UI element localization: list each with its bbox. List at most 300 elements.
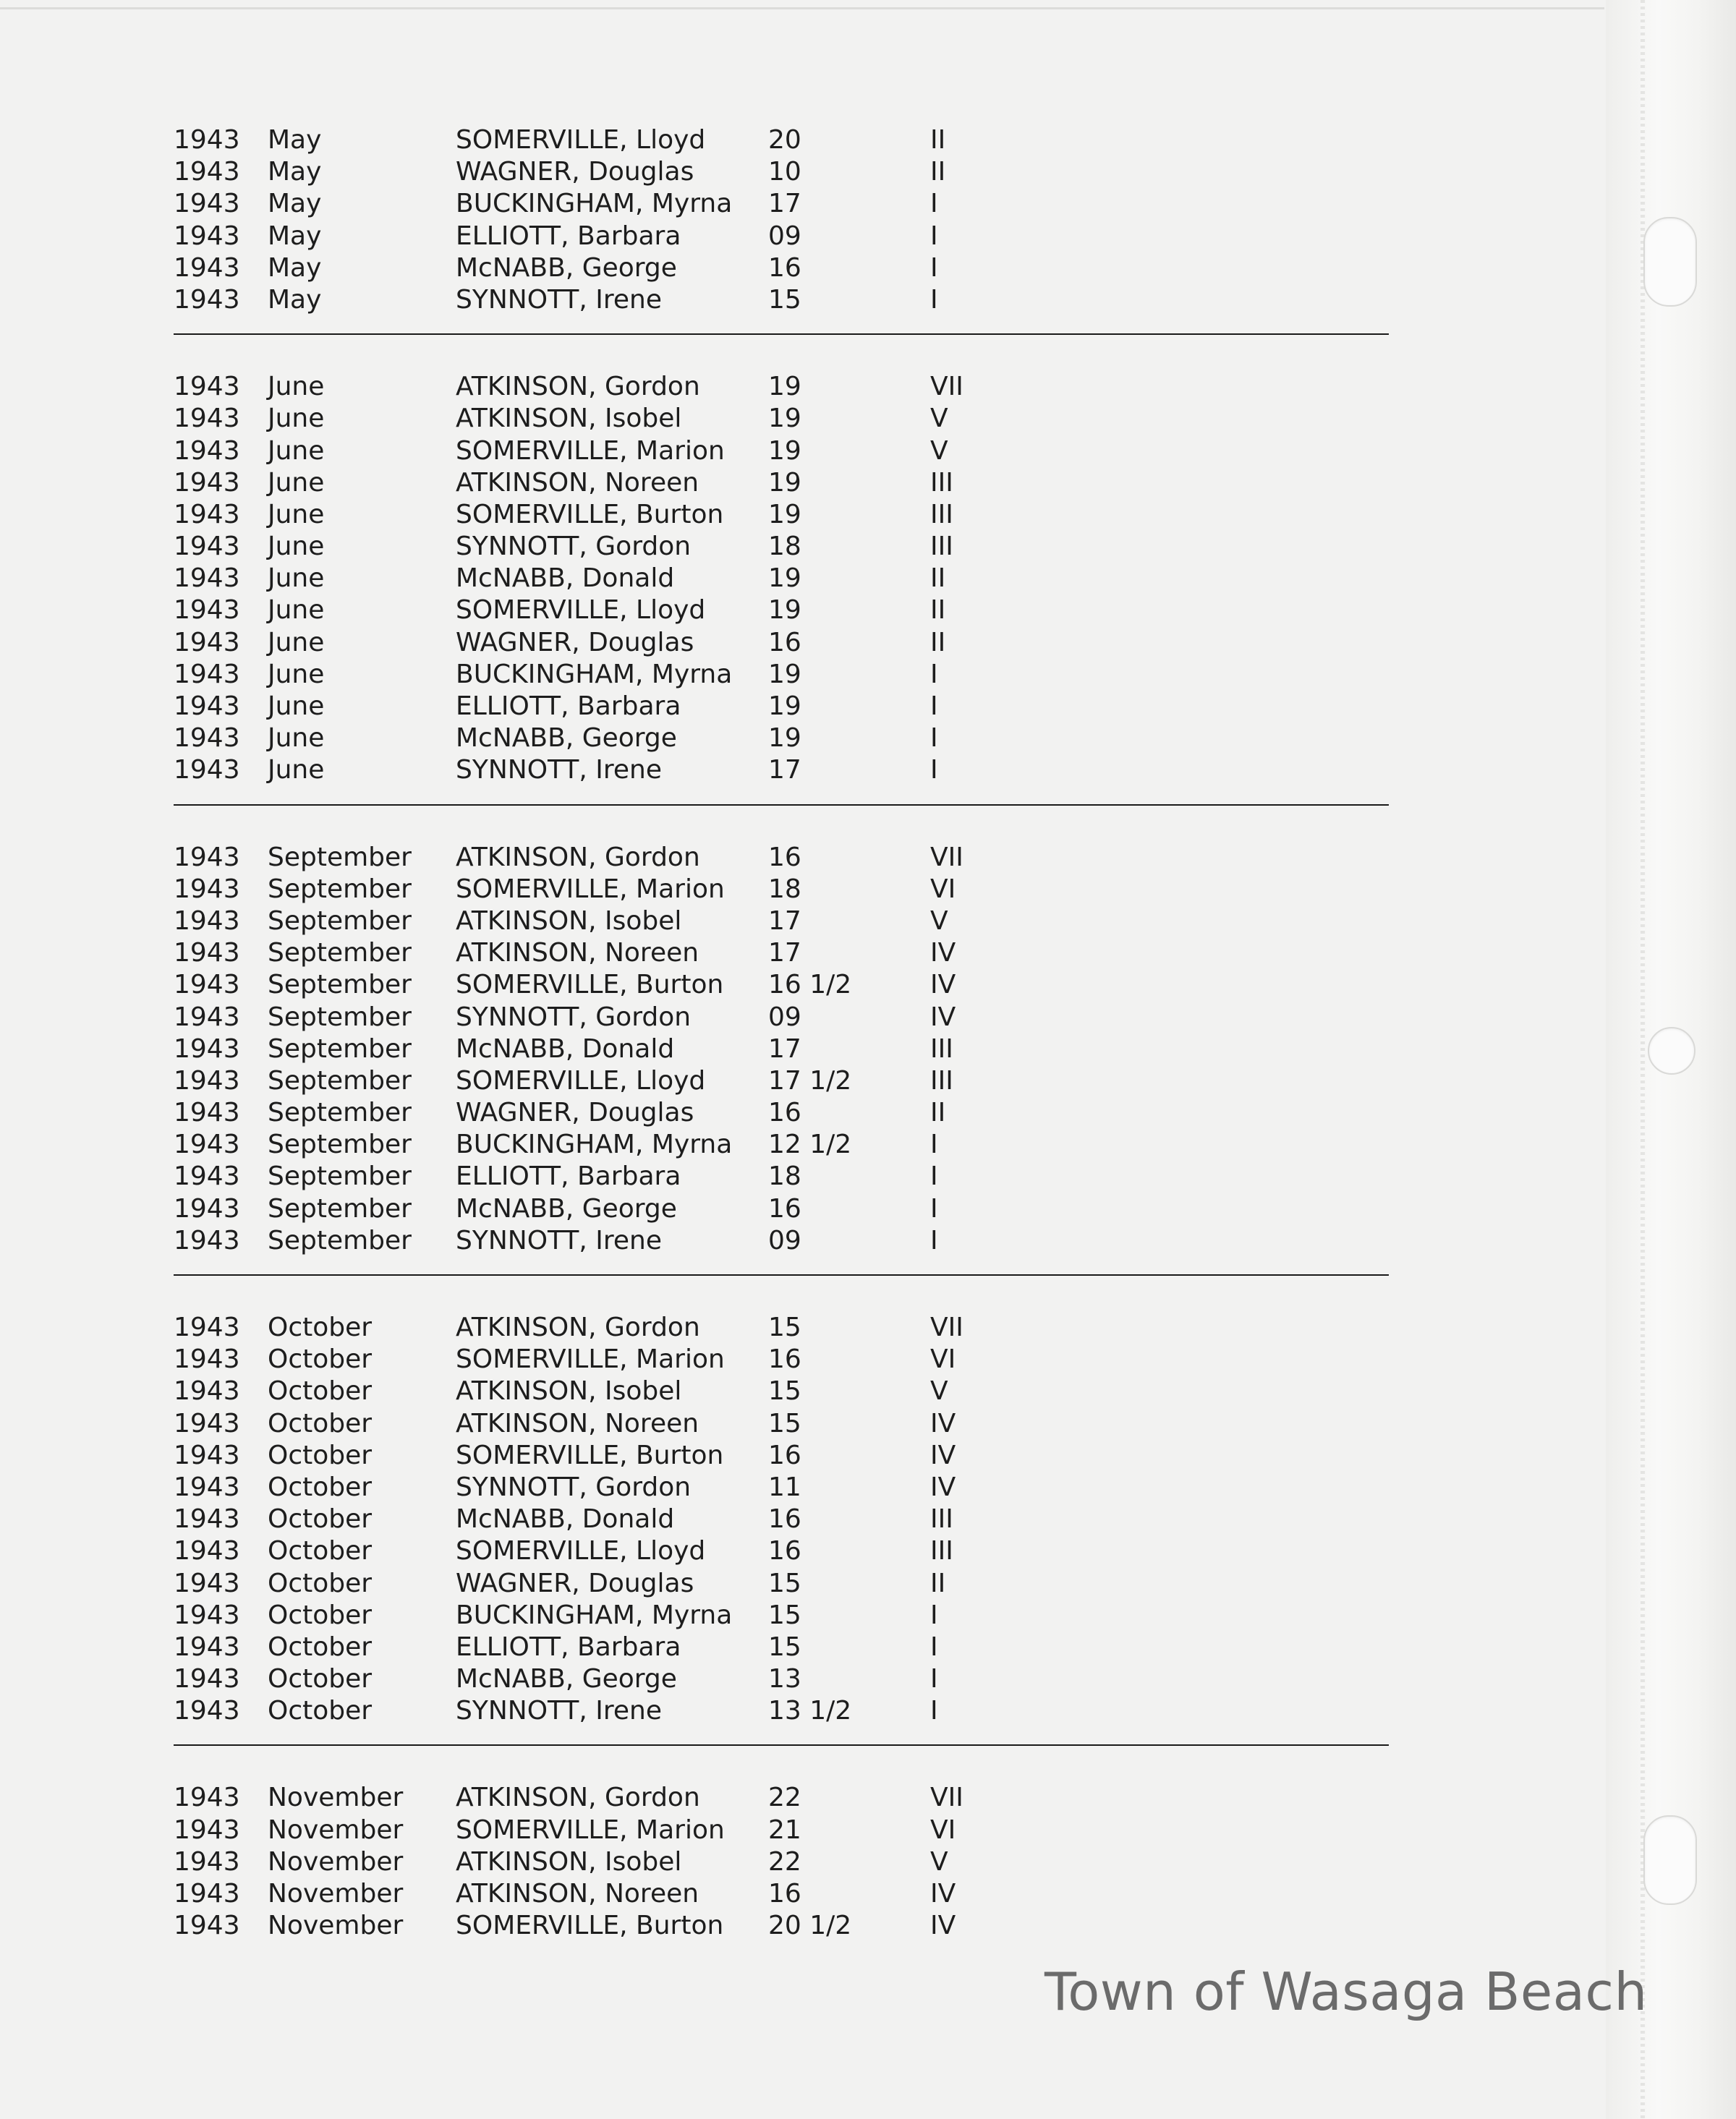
record-grade: I	[930, 221, 938, 251]
sheet-protector-seam	[1641, 0, 1645, 2119]
record-score: 15	[768, 1568, 801, 1598]
record-grade: I	[930, 1600, 938, 1630]
record-grade: I	[930, 252, 938, 283]
record-score: 15	[768, 1313, 801, 1342]
record-score: 17	[768, 938, 801, 968]
record-score: 09	[768, 221, 801, 251]
record-score: 18	[768, 1161, 801, 1192]
record-month: October	[268, 1472, 373, 1502]
record-row	[174, 905, 1389, 937]
record-name: SOMERVILLE, Burton	[456, 499, 724, 529]
record-score: 19	[768, 659, 801, 689]
record-row	[174, 1472, 1389, 1504]
record-score: 19	[768, 691, 801, 721]
record-score: 16	[768, 1879, 801, 1909]
record-year: 1943	[174, 905, 240, 936]
record-month: June	[268, 499, 325, 529]
record-name: SYNNOTT, Irene	[456, 1225, 663, 1255]
record-month: November	[268, 1911, 404, 1941]
record-grade: III	[930, 467, 953, 498]
record-row	[174, 691, 1389, 722]
record-score: 20	[768, 125, 801, 155]
record-month: October	[268, 1696, 373, 1726]
record-score: 19	[768, 563, 801, 594]
record-grade: V	[930, 404, 948, 434]
record-month: September	[268, 1130, 412, 1160]
record-grade: VII	[930, 1783, 963, 1813]
record-grade: I	[930, 755, 938, 785]
record-row	[174, 1344, 1389, 1376]
record-name: WAGNER, Douglas	[456, 1568, 694, 1598]
record-year: 1943	[174, 1130, 240, 1160]
record-year: 1943	[174, 1664, 240, 1694]
records-list	[174, 124, 1389, 1942]
record-grade: IV	[930, 1440, 956, 1470]
record-month: September	[268, 1098, 412, 1128]
record-score: 16	[768, 1504, 801, 1535]
record-year: 1943	[174, 1846, 240, 1877]
page-top-edge	[0, 7, 1604, 9]
record-score: 16 1/2	[768, 970, 852, 1000]
record-row	[174, 1033, 1389, 1065]
record-year: 1943	[174, 189, 240, 219]
section-divider	[174, 333, 1389, 335]
record-name: SYNNOTT, Irene	[456, 284, 663, 315]
section-divider	[174, 1274, 1389, 1276]
record-name: SYNNOTT, Gordon	[456, 1002, 692, 1032]
record-row	[174, 531, 1389, 563]
record-section	[174, 124, 1389, 316]
record-name: McNABB, George	[456, 1664, 677, 1694]
record-grade: VII	[930, 842, 963, 872]
record-row	[174, 1815, 1389, 1846]
record-name: ATKINSON, Gordon	[456, 1783, 700, 1813]
record-grade: IV	[930, 1879, 956, 1909]
record-score: 17 1/2	[768, 1065, 852, 1096]
record-month: September	[268, 1033, 412, 1064]
record-row	[174, 1312, 1389, 1344]
record-grade: I	[930, 723, 938, 754]
record-name: BUCKINGHAM, Myrna	[456, 659, 733, 689]
record-name: SYNNOTT, Gordon	[456, 532, 692, 562]
record-row	[174, 403, 1389, 435]
record-month: June	[268, 691, 325, 721]
record-month: October	[268, 1568, 373, 1598]
record-name: SOMERVILLE, Lloyd	[456, 125, 706, 155]
record-grade: I	[930, 659, 938, 689]
record-year: 1943	[174, 1504, 240, 1535]
record-score: 11	[768, 1472, 801, 1502]
record-year: 1943	[174, 874, 240, 904]
record-row	[174, 969, 1389, 1001]
record-year: 1943	[174, 691, 240, 721]
record-name: ATKINSON, Isobel	[456, 404, 682, 434]
record-year: 1943	[174, 1193, 240, 1224]
record-row	[174, 563, 1389, 594]
record-year: 1943	[174, 1568, 240, 1598]
record-name: ELLIOTT, Barbara	[456, 1632, 681, 1662]
record-year: 1943	[174, 1313, 240, 1342]
record-name: ELLIOTT, Barbara	[456, 221, 681, 251]
record-grade: VI	[930, 1344, 956, 1375]
record-grade: I	[930, 284, 938, 315]
record-section	[174, 1782, 1389, 1942]
record-grade: IV	[930, 938, 956, 968]
record-row	[174, 1002, 1389, 1033]
record-month: October	[268, 1536, 373, 1566]
record-year: 1943	[174, 1065, 240, 1096]
record-row	[174, 874, 1389, 905]
record-month: October	[268, 1344, 373, 1375]
binder-hole-middle-icon	[1648, 1027, 1695, 1075]
record-year: 1943	[174, 627, 240, 657]
record-grade: I	[930, 1664, 938, 1694]
record-grade: III	[930, 499, 953, 529]
record-year: 1943	[174, 755, 240, 785]
record-grade: II	[930, 563, 946, 594]
record-month: May	[268, 252, 322, 283]
record-grade: II	[930, 125, 946, 155]
binder-hole-top-icon	[1643, 217, 1697, 307]
record-year: 1943	[174, 467, 240, 498]
record-row	[174, 124, 1389, 156]
record-year: 1943	[174, 723, 240, 754]
record-month: June	[268, 659, 325, 689]
record-month: September	[268, 1193, 412, 1224]
record-score: 18	[768, 874, 801, 904]
record-score: 16	[768, 627, 801, 657]
record-score: 15	[768, 284, 801, 315]
record-row	[174, 252, 1389, 284]
record-score: 15	[768, 1408, 801, 1438]
record-year: 1943	[174, 1632, 240, 1662]
record-row	[174, 1376, 1389, 1407]
section-divider	[174, 804, 1389, 806]
record-month: May	[268, 221, 322, 251]
record-name: SOMERVILLE, Lloyd	[456, 595, 706, 626]
record-row	[174, 1910, 1389, 1942]
record-row	[174, 467, 1389, 499]
record-row	[174, 722, 1389, 754]
record-score: 13 1/2	[768, 1696, 852, 1726]
record-month: October	[268, 1313, 373, 1342]
record-year: 1943	[174, 404, 240, 434]
record-name: McNABB, George	[456, 1193, 677, 1224]
record-score: 16	[768, 1344, 801, 1375]
record-month: September	[268, 1002, 412, 1032]
record-month: June	[268, 532, 325, 562]
record-year: 1943	[174, 842, 240, 872]
record-score: 19	[768, 499, 801, 529]
record-grade: I	[930, 1696, 938, 1726]
record-name: ATKINSON, Isobel	[456, 1376, 682, 1407]
record-name: WAGNER, Douglas	[456, 1098, 694, 1128]
record-year: 1943	[174, 1225, 240, 1255]
record-grade: II	[930, 627, 946, 657]
record-score: 17	[768, 1033, 801, 1064]
record-month: May	[268, 189, 322, 219]
record-grade: IV	[930, 1408, 956, 1438]
record-month: October	[268, 1376, 373, 1407]
record-month: September	[268, 970, 412, 1000]
record-grade: V	[930, 435, 948, 466]
record-grade: I	[930, 1130, 938, 1160]
record-year: 1943	[174, 1911, 240, 1941]
record-year: 1943	[174, 1536, 240, 1566]
record-row	[174, 188, 1389, 220]
record-month: October	[268, 1664, 373, 1694]
record-grade: III	[930, 532, 953, 562]
record-year: 1943	[174, 563, 240, 594]
record-month: September	[268, 842, 412, 872]
record-row	[174, 1878, 1389, 1910]
record-row	[174, 1782, 1389, 1814]
record-month: October	[268, 1632, 373, 1662]
record-score: 17	[768, 755, 801, 785]
record-name: SOMERVILLE, Marion	[456, 1815, 725, 1845]
record-score: 20 1/2	[768, 1911, 852, 1941]
record-score: 21	[768, 1815, 801, 1845]
record-row	[174, 284, 1389, 316]
record-row	[174, 754, 1389, 786]
record-name: SOMERVILLE, Burton	[456, 970, 724, 1000]
record-name: SOMERVILLE, Marion	[456, 1344, 725, 1375]
record-year: 1943	[174, 157, 240, 187]
record-month: November	[268, 1815, 404, 1845]
record-year: 1943	[174, 252, 240, 283]
record-row	[174, 435, 1389, 467]
record-name: McNABB, George	[456, 252, 677, 283]
record-grade: V	[930, 1846, 948, 1877]
record-name: ATKINSON, Isobel	[456, 905, 682, 936]
record-grade: I	[930, 189, 938, 219]
record-month: June	[268, 755, 325, 785]
record-year: 1943	[174, 659, 240, 689]
record-name: SOMERVILLE, Marion	[456, 874, 725, 904]
record-month: June	[268, 467, 325, 498]
record-score: 16	[768, 842, 801, 872]
record-score: 16	[768, 252, 801, 283]
record-month: June	[268, 595, 325, 626]
record-name: McNABB, Donald	[456, 1504, 675, 1535]
record-name: ELLIOTT, Barbara	[456, 691, 681, 721]
record-grade: VI	[930, 1815, 956, 1845]
record-month: October	[268, 1440, 373, 1470]
record-year: 1943	[174, 1376, 240, 1407]
record-month: June	[268, 435, 325, 466]
record-grade: VI	[930, 874, 956, 904]
record-row	[174, 1161, 1389, 1193]
record-name: ELLIOTT, Barbara	[456, 1161, 681, 1192]
record-year: 1943	[174, 1161, 240, 1192]
record-year: 1943	[174, 1472, 240, 1502]
record-name: ATKINSON, Noreen	[456, 1408, 699, 1438]
record-row	[174, 1129, 1389, 1161]
record-year: 1943	[174, 595, 240, 626]
record-month: September	[268, 874, 412, 904]
record-month: September	[268, 1065, 412, 1096]
record-row	[174, 156, 1389, 188]
record-row	[174, 1568, 1389, 1600]
record-score: 09	[768, 1002, 801, 1032]
record-row	[174, 499, 1389, 531]
record-row	[174, 659, 1389, 691]
record-name: ATKINSON, Isobel	[456, 1846, 682, 1877]
record-year: 1943	[174, 499, 240, 529]
record-grade: IV	[930, 1472, 956, 1502]
record-month: October	[268, 1504, 373, 1535]
record-year: 1943	[174, 284, 240, 315]
record-row	[174, 594, 1389, 626]
record-score: 16	[768, 1536, 801, 1566]
record-name: SYNNOTT, Gordon	[456, 1472, 692, 1502]
record-row	[174, 842, 1389, 874]
binder-hole-bottom-icon	[1643, 1815, 1697, 1905]
record-score: 19	[768, 723, 801, 754]
record-name: SOMERVILLE, Burton	[456, 1440, 724, 1470]
record-year: 1943	[174, 1033, 240, 1064]
record-month: November	[268, 1846, 404, 1877]
record-name: ATKINSON, Gordon	[456, 842, 700, 872]
record-section	[174, 842, 1389, 1257]
record-month: June	[268, 627, 325, 657]
record-score: 15	[768, 1632, 801, 1662]
record-name: WAGNER, Douglas	[456, 627, 694, 657]
record-score: 22	[768, 1783, 801, 1813]
record-score: 13	[768, 1664, 801, 1694]
record-month: November	[268, 1783, 404, 1813]
record-month: June	[268, 563, 325, 594]
record-grade: II	[930, 157, 946, 187]
watermark: Town of Wasaga Beach	[1044, 1961, 1648, 2022]
record-grade: VII	[930, 372, 963, 402]
record-month: September	[268, 905, 412, 936]
record-year: 1943	[174, 372, 240, 402]
record-year: 1943	[174, 1879, 240, 1909]
record-score: 09	[768, 1225, 801, 1255]
record-row	[174, 1600, 1389, 1632]
record-name: ATKINSON, Gordon	[456, 372, 700, 402]
record-grade: II	[930, 1098, 946, 1128]
record-score: 16	[768, 1440, 801, 1470]
record-name: SOMERVILLE, Lloyd	[456, 1536, 706, 1566]
record-name: ATKINSON, Noreen	[456, 1879, 699, 1909]
record-score: 22	[768, 1846, 801, 1877]
record-month: June	[268, 723, 325, 754]
record-month: May	[268, 284, 322, 315]
record-month: June	[268, 404, 325, 434]
record-year: 1943	[174, 938, 240, 968]
record-row	[174, 1097, 1389, 1129]
record-grade: I	[930, 691, 938, 721]
record-grade: VII	[930, 1313, 963, 1342]
record-year: 1943	[174, 1783, 240, 1813]
record-score: 12 1/2	[768, 1130, 852, 1160]
record-section	[174, 1312, 1389, 1727]
record-score: 10	[768, 157, 801, 187]
record-name: ATKINSON, Noreen	[456, 938, 699, 968]
record-score: 16	[768, 1193, 801, 1224]
record-grade: I	[930, 1161, 938, 1192]
record-row	[174, 1193, 1389, 1225]
record-grade: II	[930, 595, 946, 626]
record-name: SOMERVILLE, Burton	[456, 1911, 724, 1941]
record-year: 1943	[174, 1002, 240, 1032]
record-grade: II	[930, 1568, 946, 1598]
record-year: 1943	[174, 221, 240, 251]
record-name: BUCKINGHAM, Myrna	[456, 189, 733, 219]
section-divider	[174, 1744, 1389, 1746]
record-grade: V	[930, 905, 948, 936]
record-row	[174, 1504, 1389, 1535]
record-name: ATKINSON, Noreen	[456, 467, 699, 498]
record-year: 1943	[174, 435, 240, 466]
record-section	[174, 371, 1389, 786]
record-month: October	[268, 1600, 373, 1630]
record-row	[174, 627, 1389, 659]
record-year: 1943	[174, 1098, 240, 1128]
record-month: June	[268, 372, 325, 402]
record-month: May	[268, 157, 322, 187]
record-grade: IV	[930, 970, 956, 1000]
record-grade: III	[930, 1033, 953, 1064]
record-name: McNABB, Donald	[456, 563, 675, 594]
record-name: McNABB, George	[456, 723, 677, 754]
record-year: 1943	[174, 1440, 240, 1470]
record-name: ATKINSON, Gordon	[456, 1313, 700, 1342]
record-grade: IV	[930, 1002, 956, 1032]
record-row	[174, 1408, 1389, 1440]
record-score: 19	[768, 435, 801, 466]
record-row	[174, 1846, 1389, 1878]
record-score: 17	[768, 905, 801, 936]
record-score: 19	[768, 595, 801, 626]
record-score: 15	[768, 1376, 801, 1407]
record-score: 15	[768, 1600, 801, 1630]
record-score: 19	[768, 467, 801, 498]
record-row	[174, 1440, 1389, 1472]
record-year: 1943	[174, 1815, 240, 1845]
record-row	[174, 371, 1389, 403]
record-row	[174, 1663, 1389, 1695]
record-row	[174, 1065, 1389, 1097]
record-month: November	[268, 1879, 404, 1909]
record-row	[174, 1535, 1389, 1567]
record-score: 17	[768, 189, 801, 219]
record-name: McNABB, Donald	[456, 1033, 675, 1064]
record-grade: IV	[930, 1911, 956, 1941]
record-year: 1943	[174, 1408, 240, 1438]
record-month: September	[268, 1161, 412, 1192]
record-score: 19	[768, 404, 801, 434]
record-row	[174, 221, 1389, 252]
record-year: 1943	[174, 1696, 240, 1726]
record-score: 18	[768, 532, 801, 562]
record-name: SOMERVILLE, Lloyd	[456, 1065, 706, 1096]
record-row	[174, 1632, 1389, 1663]
record-name: SYNNOTT, Irene	[456, 755, 663, 785]
record-month: October	[268, 1408, 373, 1438]
record-year: 1943	[174, 1344, 240, 1375]
record-score: 16	[768, 1098, 801, 1128]
record-score: 19	[768, 372, 801, 402]
record-year: 1943	[174, 1600, 240, 1630]
record-row	[174, 937, 1389, 969]
record-grade: I	[930, 1632, 938, 1662]
record-year: 1943	[174, 125, 240, 155]
record-grade: I	[930, 1193, 938, 1224]
record-row	[174, 1695, 1389, 1727]
